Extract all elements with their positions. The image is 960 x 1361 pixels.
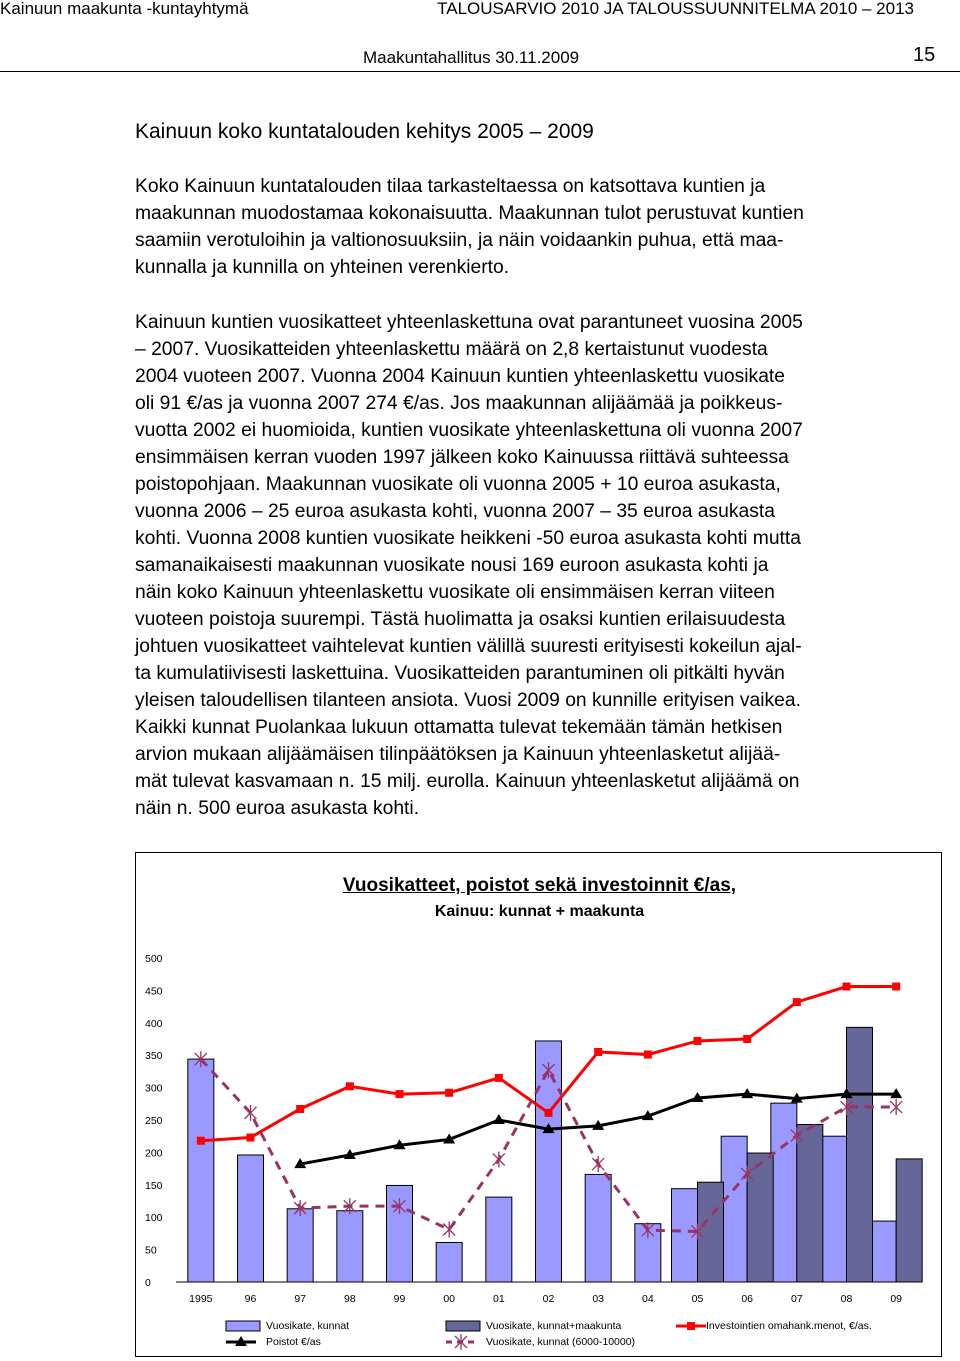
- point-marker: [493, 1152, 505, 1168]
- x-tick-label: 05: [691, 1293, 704, 1305]
- point-marker: [594, 1048, 602, 1056]
- bar: [486, 1197, 512, 1282]
- chart-title: Vuosikatteet, poistot sekä investoinnit €/as,: [342, 875, 737, 896]
- point-marker: [493, 1114, 505, 1124]
- bar: [896, 1159, 922, 1282]
- paragraph-line: johtuen vuosikatteet vaihtelevat kuntien välillä suuresti erityisesti kokeilun ajal-: [135, 636, 802, 657]
- x-tick-label: 08: [840, 1293, 853, 1305]
- x-tick-label: 99: [393, 1293, 406, 1305]
- point-marker: [346, 1082, 354, 1090]
- y-tick-label: 150: [145, 1179, 163, 1192]
- paragraph-line: saamiin verotuloihin ja valtionosuuksiin, ja näin voidaankin puhua, että maa-: [135, 230, 784, 251]
- paragraph-line: kunnalla ja kunnilla on yhteinen verenkierto.: [135, 257, 510, 278]
- paragraph-line: oli 91 €/as ja vuonna 2007 274 €/as. Jos maakunnan alijäämää ja poikkeus-: [135, 393, 783, 414]
- paragraph-line: mät tulevat kasvamaan n. 15 milj. eurolla. Kainuun yhteenlasketut alijäämä on: [135, 771, 800, 792]
- header-left: Kainuun maakunta -kuntayhtymä: [0, 0, 249, 18]
- chart-subtitle: Kainuu: kunnat + maakunta: [434, 903, 645, 920]
- chart-frame: [135, 852, 942, 1357]
- header-rule: [0, 71, 960, 72]
- bar: [771, 1103, 797, 1282]
- paragraph-line: poistopohjaan. Maakunnan vuosikate oli vuonna 2005 + 10 euroa asukasta,: [135, 474, 781, 495]
- bar: [747, 1153, 773, 1282]
- x-tick-label: 96: [244, 1293, 257, 1305]
- bar: [585, 1174, 611, 1282]
- paragraph-line: ta kumulatiivisesti laskettuina. Vuosikatteiden parantuminen oli pitkälti hyvän: [135, 663, 785, 684]
- point-marker: [890, 1099, 902, 1115]
- legend-label: Poistot €/as: [266, 1336, 321, 1348]
- paragraph-line: vuotta 2002 ei huomioida, kuntien vuosikate yhteenlaskettuna oli vuonna 2007: [135, 420, 803, 441]
- x-tick-label: 07: [790, 1293, 803, 1305]
- header-sub: Maakuntahallitus 30.11.2009: [363, 48, 580, 67]
- paragraph-line: näin n. 500 euroa asukasta kohti.: [135, 798, 420, 819]
- paragraph-line: – 2007. Vuosikatteiden yhteenlaskettu määrä on 2,8 kertaistunut vuodesta: [135, 339, 768, 360]
- x-tick-label: 97: [294, 1293, 307, 1305]
- x-tick-label: 06: [741, 1293, 754, 1305]
- paragraph-2: [135, 309, 955, 822]
- point-marker: [592, 1156, 604, 1172]
- y-tick-label: 200: [145, 1147, 163, 1160]
- bar: [797, 1125, 823, 1282]
- legend-label: Vuosikate, kunnat: [266, 1320, 350, 1332]
- paragraph-line: arvion mukaan alijäämäisen tilinpäätöksen ja Kainuun yhteenlasketut alijää-: [135, 744, 781, 765]
- bar: [870, 1221, 896, 1282]
- y-tick-label: 50: [145, 1244, 157, 1257]
- legend-swatch: [226, 1321, 260, 1331]
- paragraph-line: kohti. Vuonna 2008 kuntien vuosikate heikkeni -50 euroa asukasta kohti mutta: [135, 528, 801, 549]
- paragraph-line: yleisen taloudellisen tilanteen ansiota. Vuosi 2009 on kunnille erityisen vaikea.: [135, 690, 801, 711]
- legend-label: Vuosikate, kunnat (6000-10000): [486, 1336, 636, 1348]
- paragraph-line: vuonna 2006 – 25 euroa asukasta kohti, vuonna 2007 – 35 euroa asukasta: [135, 501, 775, 522]
- point-marker: [644, 1051, 652, 1059]
- point-marker: [197, 1137, 205, 1145]
- section-heading: Kainuun koko kuntatalouden kehitys 2005 – 2009: [135, 120, 594, 143]
- paragraph-line: 2004 vuoteen 2007. Vuonna 2004 Kainuun kuntien yhteenlaskettu vuosikate: [135, 366, 785, 387]
- paragraph-line: vuoteen poistoja suurempi. Tästä huolimatta ja osaksi kuntien erilaisuudesta: [135, 609, 786, 630]
- x-tick-label: 98: [343, 1293, 356, 1305]
- point-marker: [247, 1133, 255, 1141]
- x-tick-label: 04: [641, 1293, 654, 1305]
- point-marker: [545, 1109, 553, 1117]
- point-marker: [455, 1334, 467, 1350]
- x-tick-label: 1995: [189, 1293, 213, 1305]
- point-marker: [396, 1090, 404, 1098]
- paragraph-1: [135, 173, 955, 281]
- legend-swatch: [446, 1321, 480, 1331]
- x-tick-label: 09: [890, 1293, 903, 1305]
- point-marker: [296, 1105, 304, 1113]
- chart-plot: [136, 853, 941, 1356]
- point-marker: [793, 998, 801, 1006]
- x-tick-label: 01: [492, 1293, 505, 1305]
- bar: [337, 1211, 363, 1282]
- paragraph-line: maakunnan muodostamaa kokonaisuutta. Maakunnan tulot perustuvat kuntien: [135, 203, 804, 224]
- point-marker: [687, 1322, 695, 1330]
- point-marker: [495, 1074, 503, 1082]
- y-tick-label: 300: [145, 1082, 163, 1095]
- bar: [698, 1182, 724, 1282]
- legend-label: Vuosikate, kunnat+maakunta: [486, 1320, 622, 1332]
- y-tick-label: 500: [145, 953, 163, 965]
- y-tick-label: 450: [145, 985, 163, 998]
- paragraph-line: Kainuun kuntien vuosikatteet yhteenlaskettuna ovat parantuneet vuosina 2005: [135, 312, 803, 333]
- paragraph-line: Koko Kainuun kuntatalouden tilaa tarkasteltaessa on katsottava kuntien ja: [135, 176, 766, 197]
- y-tick-label: 250: [145, 1115, 163, 1127]
- bar: [436, 1242, 462, 1282]
- paragraph-line: samanaikaisesti maakunnan vuosikate nousi 169 euroon asukasta kohti ja: [135, 555, 769, 576]
- y-tick-label: 100: [145, 1212, 163, 1225]
- x-tick-label: 02: [542, 1293, 555, 1305]
- x-tick-label: 00: [443, 1293, 456, 1305]
- bar: [821, 1136, 847, 1282]
- bar: [188, 1059, 214, 1282]
- legend-label: Investointien omahank.menot, €/as.: [706, 1320, 872, 1332]
- paragraph-line: Kaikki kunnat Puolankaa lukuun ottamatta tulevat tekemään tämän hetkisen: [135, 717, 783, 738]
- page-number: 15: [913, 44, 936, 66]
- y-tick-label: 350: [145, 1050, 163, 1063]
- bar: [721, 1136, 747, 1282]
- paragraph-line: ensimmäisen kerran vuoden 1997 jälkeen koko Kainuussa riittävä suhteessa: [135, 447, 789, 468]
- point-marker: [445, 1089, 453, 1097]
- x-tick-label: 03: [592, 1293, 605, 1305]
- point-marker: [892, 983, 900, 991]
- bar: [287, 1209, 313, 1282]
- y-tick-label: 0: [145, 1277, 151, 1289]
- y-tick-label: 400: [145, 1017, 163, 1030]
- header-right: TALOUSARVIO 2010 JA TALOUSSUUNNITELMA 2010 – 2013: [437, 0, 914, 18]
- point-marker: [694, 1037, 702, 1045]
- bar: [847, 1027, 873, 1282]
- point-marker: [843, 983, 851, 991]
- point-marker: [743, 1035, 751, 1043]
- bar: [238, 1155, 264, 1282]
- paragraph-line: näin koko Kainuun yhteenlaskettu vuosikate oli ensimmäisen kerran viiteen: [135, 582, 775, 603]
